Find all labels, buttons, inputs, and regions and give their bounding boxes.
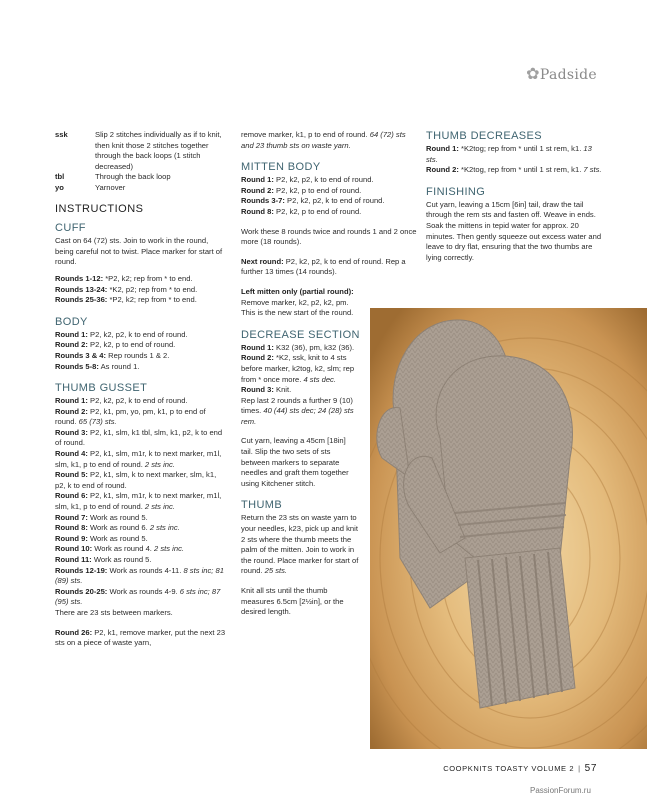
cuff-intro: Cast on 64 (72) sts. Join to work in the round, being careful not to twist. Place marker for start of round. <box>55 236 223 267</box>
mittens-illustration <box>370 308 647 749</box>
thumb-block: Return the 23 sts on waste yarn to your needles, k23, pick up and knit 2 sts where the thumb meets the palm of the mitten. Join to work in the round. Place marker for start of round. 25 sts. Knit all sts until the thumb measures 6.5cm [2½in], or the desired length. <box>241 513 359 617</box>
gusset-round: Round 11: Work as round 5. <box>55 555 152 564</box>
instructions-heading: INSTRUCTIONS <box>55 202 144 215</box>
thumb-heading: THUMB <box>241 499 283 512</box>
watermark: PassionForum.ru <box>530 786 591 795</box>
brand-logo <box>526 64 597 83</box>
page-number: 57 <box>584 763 597 774</box>
abbr-row <box>55 172 227 183</box>
gusset-round: Round 9: Work as round 5. <box>55 533 148 543</box>
gusset-continued: remove marker, k1, p to end of round. 64 (72) sts and 23 thumb sts on waste yarn. <box>241 130 406 150</box>
decrease-heading: DECREASE SECTION <box>241 328 360 341</box>
flourish-icon: ✿ <box>526 64 540 83</box>
thumb-decreases-heading: THUMB DECREASES <box>426 130 543 142</box>
column-3: THUMB DECREASES Round 1: *K2tog; rep from * until 1 st rem, k1. 13 sts. Round 2: *K2tog, rep from * until 1 st rem, k1. 7 sts. FINISHING Cut yarn, leaving a 15cm [6in] tail, draw the tail through the rem sts and fasten off. Weave in ends. Soak the mittens in tepid water for approx. 20 minutes. Then gently squeeze out excess water and leave to dry flat, ensuring that the two thumbs are lying correctly. <box>426 130 604 263</box>
gusset-round: Round 8: Work as round 6. 2 sts inc. <box>55 523 180 533</box>
abbr-value: Slip 2 stitches individually as if to knit, then knit those 2 stitches together through the back loops (1 stitch decreased) <box>95 130 222 171</box>
gusset-round: Round 5: P2, k1, slm, k to next marker, slm, k1, p2, k to end of round. <box>55 470 217 490</box>
thumb-knit: Knit all sts until the thumb measures 6.5cm [2½in], or the desired length. <box>241 586 344 617</box>
gusset-round: Round 7: Work as round 5. <box>55 512 148 522</box>
body-round: Round 2: P2, k2, p to end of round. <box>55 340 176 350</box>
gusset-round: Round 6: P2, k1, slm, m1r, k to next marker, m1l, slm, k1, p to end of round. 2 sts inc. <box>55 491 222 512</box>
mitten-work: Work these 8 rounds twice and rounds 1 and 2 once more (18 rounds). <box>241 226 417 247</box>
abbr-key: ssk <box>55 130 68 139</box>
column-1 <box>55 130 227 649</box>
abbr-row <box>55 130 227 172</box>
body-heading: BODY <box>55 315 88 328</box>
mitten-body-heading: MITTEN BODY <box>241 161 321 174</box>
left-mitten: Left mitten only (partial round): Remove marker, k2, p2, k2, pm. This is the new start of the round. <box>241 286 354 318</box>
abbr-key: tbl <box>55 172 65 182</box>
body-round: Rounds 5-8: As round 1. <box>55 361 140 371</box>
abbr-value: Through the back loop <box>95 172 171 182</box>
footer-separator: | <box>578 764 581 773</box>
gusset-note: There are 23 sts between markers. <box>55 607 173 617</box>
cuff-round: Rounds 13-24: *K2, p2; rep from * to end. <box>55 284 198 294</box>
mitten-round: Round 1: P2, k2, p2, k to end of round. <box>241 175 374 185</box>
cuff-round: Rounds 25-36: *P2, k2; rep from * to end. <box>55 295 197 305</box>
abbr-row <box>55 183 227 194</box>
abbr-value: Yarnover <box>95 182 126 192</box>
mitten-round: Round 2: P2, k2, p to end of round. <box>241 185 362 195</box>
gusset-round: Round 3: P2, k1, slm, k1 tbl, slm, k1, p2, k to end of round. <box>55 427 223 448</box>
abbr-key: yo <box>55 182 64 192</box>
cuff-round: Rounds 1-12: *P2, k2; rep from * to end. <box>55 273 193 283</box>
gusset-round: Round 1: P2, k2, p2, k to end of round. <box>55 396 188 406</box>
body-round: Round 1: P2, k2, p2, k to end of round. <box>55 329 188 339</box>
page-footer <box>443 763 597 774</box>
finishing-heading: FINISHING <box>426 185 486 198</box>
next-round: Next round: P2, k2, p2, k to end of round. Rep a further 13 times (14 rounds). <box>241 256 406 277</box>
thumb-gusset-heading: THUMB GUSSET <box>55 382 148 395</box>
gusset-round: Round 2: P2, k1, pm, yo, pm, k1, p to end of round. 65 (73) sts. <box>55 406 206 427</box>
gusset-round: Round 4: P2, k1, slm, m1r, k to next marker, m1l, slm, k1, p to end of round. 2 sts inc. <box>55 449 222 469</box>
body-round: Rounds 3 & 4: Rep rounds 1 & 2. <box>55 350 170 360</box>
mittens-photo <box>370 308 647 749</box>
gusset-round: Rounds 12-19: Work as rounds 4-11. 8 sts inc; 81 (89) sts. <box>55 565 224 586</box>
cuff-heading: CUFF <box>55 222 86 235</box>
gusset-round-26: Round 26: P2, k1, remove marker, put the next 23 sts on a piece of waste yarn, <box>55 627 226 648</box>
decrease-cut: Cut yarn, leaving a 45cm [18in] tail. Slip the two sets of sts between markers to separate needles and graft them together using Kitchener stitch. <box>241 436 349 488</box>
gusset-round: Round 10: Work as round 4. 2 sts inc. <box>55 544 184 554</box>
decrease-block: Round 1: K32 (36), pm, k32 (36). Round 2: *K2, ssk, knit to 4 sts before marker, k2tog, k2, slm; rep from * once more. 4 sts dec. Round 3: Knit. Rep last 2 rounds a further 9 (10) times. 40 (44) sts dec; 24 (28) sts rem. Cut yarn, leaving a 45cm [18in] tail. Slip the two sets of sts between markers to separate needles and graft them together using Kitchener stitch. <box>241 343 359 490</box>
finishing-text: Cut yarn, leaving a 15cm [6in] tail, draw the tail through the rem sts and fasten off. Weave in ends. Soak the mittens in tepid water for approx. 20 minutes. Then gently squeeze out excess water and leave to dry flat, ensuring that the two thumbs are lying correctly. <box>426 199 602 262</box>
brand-name: Padside <box>539 67 597 83</box>
mitten-round: Round 8: P2, k2, p to end of round. <box>241 206 362 216</box>
mitten-round: Rounds 3-7: P2, k2, p2, k to end of round. <box>241 196 385 206</box>
gusset-round: Rounds 20-25: Work as rounds 4-9. 6 sts inc; 87 (95) sts. <box>55 586 221 607</box>
magazine-title: COOPKNITS TOASTY VOLUME 2 <box>443 764 575 773</box>
